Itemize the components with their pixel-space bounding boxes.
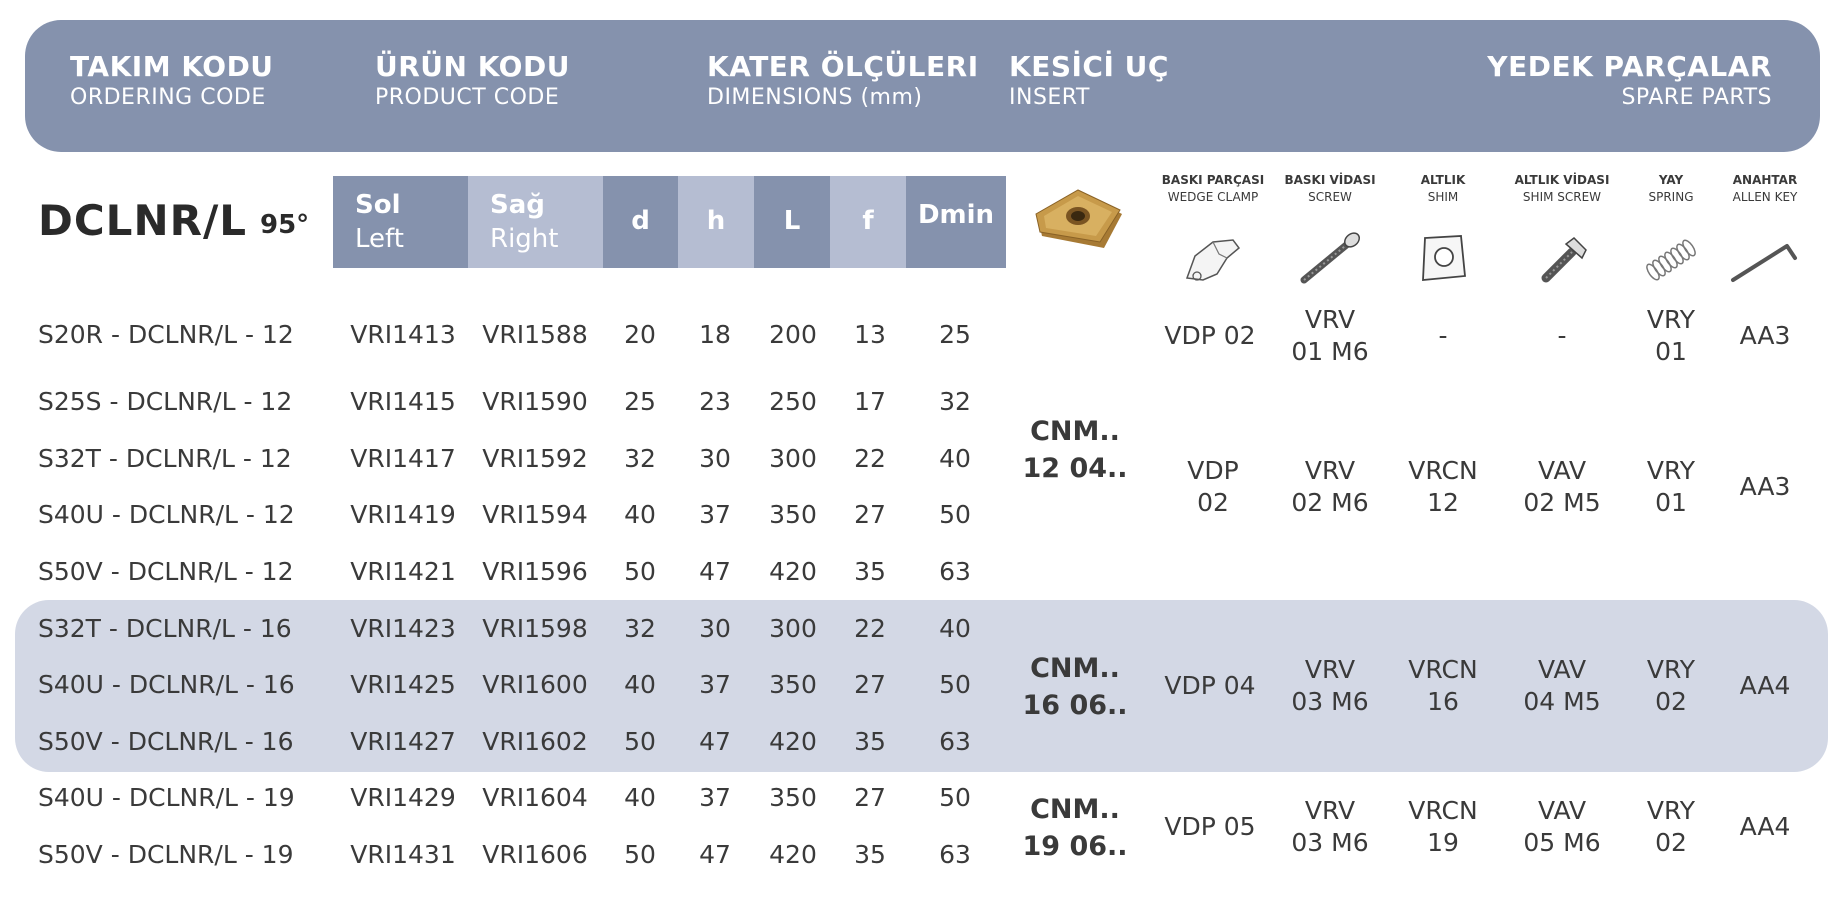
spare-shim-screw: - <box>1557 321 1567 350</box>
spare-line: VRY <box>1646 796 1696 825</box>
spare-header-en: SHIM SCREW <box>1522 190 1602 204</box>
spare-line: 02 M6 <box>1291 488 1369 517</box>
ordering-code: S50V - DCLNR/L - 19 <box>38 840 294 869</box>
spare-allen-key: AA3 <box>1739 472 1791 501</box>
ordering-code: S40U - DCLNR/L - 16 <box>38 670 295 699</box>
column-header-label: f <box>862 206 874 236</box>
spare-header-tr: BASKI PARÇASI <box>1161 173 1265 187</box>
spare-header-en: SPRING <box>1648 190 1694 204</box>
product-code-left: VRI1419 <box>350 500 456 529</box>
dim-h: 47 <box>699 727 731 756</box>
product-code-right: VRI1606 <box>482 840 588 869</box>
spare-line: 05 M6 <box>1523 828 1601 857</box>
column-header-label: L <box>783 206 801 236</box>
spare-wedge-clamp: VDP 04 <box>1164 671 1256 700</box>
ordering-code: S50V - DCLNR/L - 12 <box>38 557 294 586</box>
dim-dmin: 40 <box>939 614 971 643</box>
dim-dmin: 40 <box>939 444 971 473</box>
insert-designation <box>1005 791 1145 865</box>
header-ordering-code <box>70 50 274 112</box>
ordering-code: S32T - DCLNR/L - 16 <box>38 614 292 643</box>
product-code-left: VRI1421 <box>350 557 456 586</box>
product-code-left: VRI1423 <box>350 614 456 643</box>
spare-header-en: ALLEN KEY <box>1732 190 1798 204</box>
header-title-tr: YEDEK PARÇALAR <box>1487 50 1772 83</box>
spare-line: 01 <box>1655 488 1687 517</box>
dim-L: 200 <box>769 320 817 349</box>
approach-angle: 95° <box>260 210 310 240</box>
dim-d: 40 <box>624 670 656 699</box>
spare-line: 02 M5 <box>1523 488 1601 517</box>
dim-L: 300 <box>769 444 817 473</box>
dim-d: 50 <box>624 557 656 586</box>
spare-line: VAV <box>1537 796 1587 825</box>
spare-header-allen-key <box>1695 172 1835 206</box>
spare-line: VRCN <box>1408 796 1478 825</box>
dim-L: 350 <box>769 500 817 529</box>
dim-h: 37 <box>699 783 731 812</box>
spare-allen-key: AA4 <box>1739 812 1791 841</box>
header-spare-parts <box>1487 50 1772 112</box>
product-code-left: VRI1431 <box>350 840 456 869</box>
insert-image-icon <box>1034 188 1126 260</box>
dim-h: 30 <box>699 444 731 473</box>
spare-line: 04 M5 <box>1523 687 1601 716</box>
tool-family-title: DCLNR/L <box>38 196 248 245</box>
dim-dmin: 50 <box>939 500 971 529</box>
spare-line: 03 M6 <box>1291 828 1369 857</box>
column-header-en: Right <box>490 224 559 254</box>
column-header-label: d <box>631 206 650 236</box>
spare-header-tr: ALTLIK VİDASI <box>1514 173 1610 187</box>
spare-line: VRCN <box>1408 456 1478 485</box>
header-dimensions <box>707 50 979 112</box>
product-code-left: VRI1429 <box>350 783 456 812</box>
dim-L: 420 <box>769 727 817 756</box>
column-header-en: Left <box>355 224 404 254</box>
spare-header-tr: BASKI VİDASI <box>1284 173 1376 187</box>
spare-allen-key: AA3 <box>1739 321 1791 350</box>
spare-line: VRCN <box>1408 655 1478 684</box>
header-banner <box>25 20 1820 152</box>
spare-line: VAV <box>1537 655 1587 684</box>
dim-f: 27 <box>854 500 886 529</box>
dim-L: 420 <box>769 557 817 586</box>
column-header-L <box>754 176 830 268</box>
header-title-en: SPARE PARTS <box>1621 85 1772 110</box>
product-code-right: VRI1588 <box>482 320 588 349</box>
product-code-right: VRI1590 <box>482 387 588 416</box>
spare-line: 02 <box>1655 687 1687 716</box>
header-product-code <box>375 50 570 112</box>
ordering-code: S25S - DCLNR/L - 12 <box>38 387 293 416</box>
spare-line: VRY <box>1646 456 1696 485</box>
dim-h: 47 <box>699 557 731 586</box>
product-code-right: VRI1598 <box>482 614 588 643</box>
dim-f: 22 <box>854 444 886 473</box>
spare-line: VRV <box>1304 456 1356 485</box>
dim-d: 25 <box>624 387 656 416</box>
spring-icon <box>1631 228 1711 288</box>
spare-line: VRV <box>1304 655 1356 684</box>
spare-header-en: SCREW <box>1308 190 1352 204</box>
dim-f: 27 <box>854 670 886 699</box>
dim-f: 27 <box>854 783 886 812</box>
ordering-code: S50V - DCLNR/L - 16 <box>38 727 294 756</box>
header-insert <box>1009 50 1169 112</box>
ordering-code: S20R - DCLNR/L - 12 <box>38 320 294 349</box>
dim-L: 350 <box>769 670 817 699</box>
dim-d: 50 <box>624 727 656 756</box>
dim-d: 40 <box>624 500 656 529</box>
ordering-code: S32T - DCLNR/L - 12 <box>38 444 292 473</box>
dim-dmin: 32 <box>939 387 971 416</box>
header-title-tr: KATER ÖLÇÜLERI <box>707 50 979 83</box>
screw-icon <box>1290 228 1370 288</box>
header-title-en: DIMENSIONS (mm) <box>707 85 923 110</box>
spare-wedge-clamp: VDP 05 <box>1164 812 1256 841</box>
insert-designation <box>1005 650 1145 724</box>
column-header-h <box>678 176 754 268</box>
product-code-right: VRI1592 <box>482 444 588 473</box>
dim-f: 35 <box>854 557 886 586</box>
dim-L: 350 <box>769 783 817 812</box>
shim-icon <box>1403 228 1483 288</box>
dim-h: 37 <box>699 500 731 529</box>
column-header-dmin <box>906 176 1006 268</box>
insert-line: CNM.. <box>1030 653 1120 684</box>
dim-dmin: 63 <box>939 557 971 586</box>
spare-line: 01 <box>1655 337 1687 366</box>
spare-line: VAV <box>1537 456 1587 485</box>
dim-h: 18 <box>699 320 731 349</box>
spare-line: VRV <box>1304 305 1356 334</box>
product-code-right: VRI1604 <box>482 783 588 812</box>
product-code-right: VRI1600 <box>482 670 588 699</box>
insert-line: 16 06.. <box>1022 690 1128 721</box>
spare-line: VRY <box>1646 305 1696 334</box>
dim-h: 37 <box>699 670 731 699</box>
dim-d: 32 <box>624 614 656 643</box>
dim-L: 300 <box>769 614 817 643</box>
column-header-tr: Sol <box>355 190 401 220</box>
product-code-left: VRI1413 <box>350 320 456 349</box>
product-code-left: VRI1425 <box>350 670 456 699</box>
dim-h: 47 <box>699 840 731 869</box>
insert-line: CNM.. <box>1030 416 1120 447</box>
product-code-right: VRI1602 <box>482 727 588 756</box>
dim-h: 30 <box>699 614 731 643</box>
dim-L: 250 <box>769 387 817 416</box>
product-code-left: VRI1427 <box>350 727 456 756</box>
header-title-tr: ÜRÜN KODU <box>375 50 570 83</box>
spare-shim: - <box>1438 321 1448 350</box>
spare-allen-key: AA4 <box>1739 671 1791 700</box>
header-title-tr: KESİCİ UÇ <box>1009 50 1169 83</box>
spare-line: 19 <box>1427 828 1459 857</box>
spare-line: VDP <box>1187 456 1239 485</box>
spare-line: 16 <box>1427 687 1459 716</box>
column-header-right <box>468 176 603 268</box>
ordering-code: S40U - DCLNR/L - 12 <box>38 500 295 529</box>
header-title-en: PRODUCT CODE <box>375 85 560 110</box>
dim-f: 22 <box>854 614 886 643</box>
shim-screw-icon <box>1522 228 1602 288</box>
column-header-label: Dmin <box>917 200 995 230</box>
spare-wedge-clamp: VDP 02 <box>1164 321 1256 350</box>
spare-header-tr: ALTLIK <box>1420 173 1466 187</box>
spare-header-en: WEDGE CLAMP <box>1167 190 1259 204</box>
header-title-en: ORDERING CODE <box>70 85 266 110</box>
dim-f: 35 <box>854 727 886 756</box>
header-title-en: INSERT <box>1009 85 1090 110</box>
header-title-tr: TAKIM KODU <box>70 50 274 83</box>
spare-header-tr: ANAHTAR <box>1732 173 1798 187</box>
dim-d: 20 <box>624 320 656 349</box>
column-header-label: h <box>706 206 726 236</box>
column-header-d <box>603 176 678 268</box>
column-header-left <box>333 176 468 268</box>
product-code-right: VRI1596 <box>482 557 588 586</box>
dim-dmin: 50 <box>939 670 971 699</box>
spare-header-en: SHIM <box>1427 190 1459 204</box>
column-header-f <box>830 176 906 268</box>
product-code-right: VRI1594 <box>482 500 588 529</box>
dim-f: 17 <box>854 387 886 416</box>
spare-line: 03 M6 <box>1291 687 1369 716</box>
insert-line: 12 04.. <box>1022 453 1128 484</box>
insert-line: 19 06.. <box>1022 831 1128 862</box>
insert-designation <box>1005 413 1145 487</box>
ordering-code: S40U - DCLNR/L - 19 <box>38 783 295 812</box>
spare-header-tr: YAY <box>1658 173 1684 187</box>
dim-dmin: 63 <box>939 727 971 756</box>
dim-dmin: 50 <box>939 783 971 812</box>
dim-L: 420 <box>769 840 817 869</box>
insert-line: CNM.. <box>1030 794 1120 825</box>
dim-f: 35 <box>854 840 886 869</box>
dim-dmin: 63 <box>939 840 971 869</box>
wedge-clamp-icon <box>1173 228 1253 288</box>
spare-line: 01 M6 <box>1291 337 1369 366</box>
product-code-left: VRI1417 <box>350 444 456 473</box>
dim-d: 50 <box>624 840 656 869</box>
spare-line: 12 <box>1427 488 1459 517</box>
product-code-left: VRI1415 <box>350 387 456 416</box>
dim-f: 13 <box>854 320 886 349</box>
dim-d: 32 <box>624 444 656 473</box>
dim-dmin: 25 <box>939 320 971 349</box>
spare-line: VRY <box>1646 655 1696 684</box>
allen-key-icon <box>1725 228 1805 288</box>
spare-line: 02 <box>1655 828 1687 857</box>
spare-line: 02 <box>1197 488 1229 517</box>
column-header-tr: Sağ <box>490 190 545 220</box>
spare-line: VRV <box>1304 796 1356 825</box>
dim-h: 23 <box>699 387 731 416</box>
dim-d: 40 <box>624 783 656 812</box>
